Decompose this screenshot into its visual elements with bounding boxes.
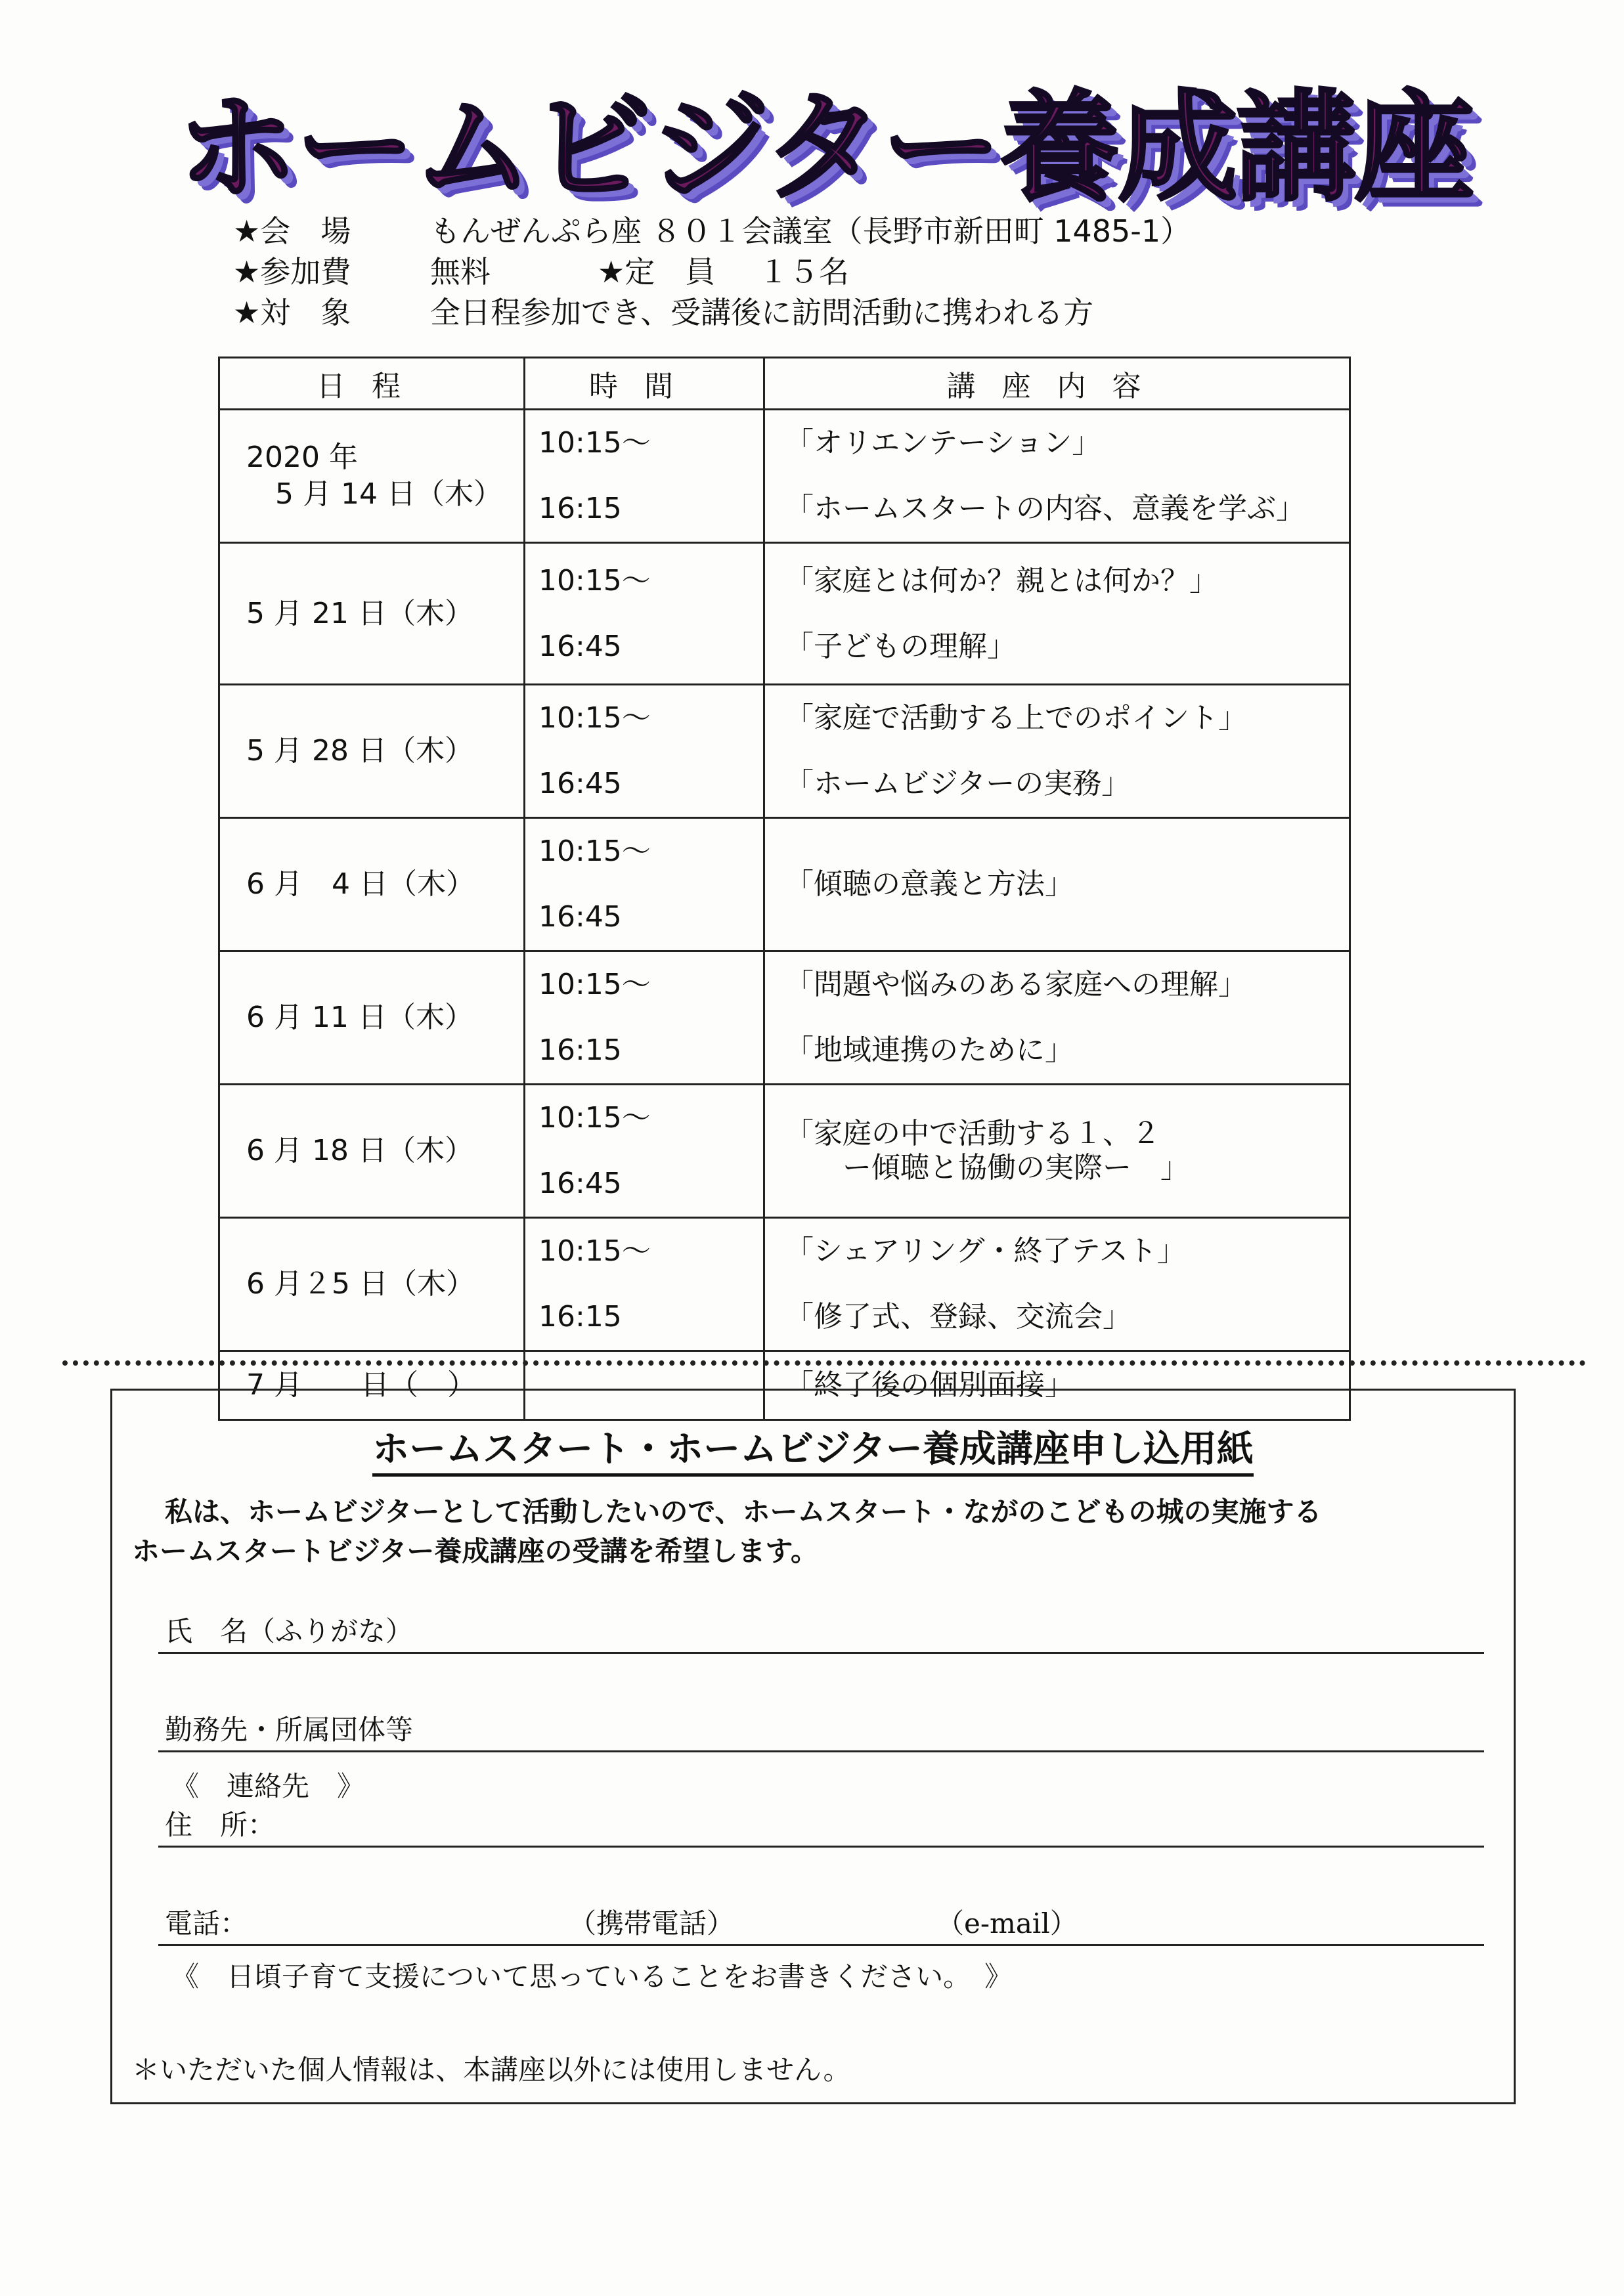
schedule-content [764,410,1350,543]
time-start: 10:15〜 [538,968,651,1001]
target-value: 全日程参加でき、受講後に訪問活動に携われる方 [430,295,1094,330]
time-start: 10:15〜 [538,834,651,868]
schedule-date: 7 月 日（ ） [219,1351,525,1420]
content-item: 「地域連携のために」 [785,1033,1074,1067]
form-title: ホームスタート・ホームビジター養成講座申し込用紙 [112,1420,1514,1473]
contact-label: 《 連絡先 》 [171,1770,365,1802]
content-item: 「ホームスタートの内容、意義を学ぶ」 [785,492,1305,525]
schedule-content [764,818,1350,951]
capacity-label: ★定 員 [598,254,716,290]
header-content: 講座内容 [764,358,1350,410]
time-start: 10:15〜 [538,1101,651,1135]
cut-line [62,1360,1586,1366]
content-item: 「子どもの理解」 [785,629,1016,663]
fee-label: ★参加費 [233,254,351,290]
schedule-time [525,1085,764,1218]
time-end: 16:15 [538,1300,622,1333]
schedule-content [764,1085,1350,1218]
time-end: 16:15 [538,1033,622,1067]
time-start: 10:15〜 [538,1234,651,1268]
header-date: 日程 [219,358,525,410]
content-item: 「家庭とは何か？親とは何か？」 [785,563,1218,597]
schedule-table [218,357,1351,1421]
schedule-content [764,1218,1350,1351]
schedule-time [525,685,764,818]
schedule-row [219,1085,1350,1218]
schedule-time [525,410,764,543]
schedule-header-row [219,358,1350,410]
schedule-row [219,685,1350,818]
name-field[interactable] [158,1614,1484,1654]
time-end: 16:45 [538,900,622,934]
phone-field[interactable] [158,1906,1484,1946]
content-item: 「終了後の個別面接」 [785,1368,1074,1402]
fee-value: 無料 [430,254,491,290]
schedule-date: 6 月２5 日（木） [219,1218,525,1351]
page-title: ホームビジター養成講座 [177,78,1473,217]
schedule-time [525,951,764,1085]
schedule-date: 6 月 4 日（木） [219,818,525,951]
schedule-content [764,543,1350,685]
content-item: 「問題や悩みのある家庭への理解」 [785,968,1247,1001]
privacy-note: ＊いただいた個人情報は、本講座以外には使用しません。 [132,2054,851,2086]
time-end: 16:45 [538,1167,622,1200]
schedule-time [525,818,764,951]
schedule-date: 5 月 21 日（木） [219,543,525,685]
schedule-date: 5 月 28 日（木） [219,685,525,818]
content-item: 「傾聴の意義と方法」 [785,867,1074,901]
schedule-row [219,1218,1350,1351]
content-item: 「修了式、登録、交流会」 [785,1300,1131,1333]
time-end: 16:45 [538,629,622,663]
content-item: 「家庭の中で活動する１、２ ー傾聴と協働の実際ー 」 [785,1117,1189,1184]
thoughts-label: 《 日頃子育て支援について思っていることをお書きください。 》 [171,1960,1013,1993]
schedule-date: 2020 年 5 月 14 日（木） [219,410,525,543]
content-item: 「家庭で活動する上でのポイント」 [785,701,1247,735]
target-label: ★対 象 [233,295,351,330]
name-label: 氏 名（ふりがな） [165,1615,414,1647]
content-item: 「シェアリング・終了テスト」 [785,1234,1186,1268]
schedule-time [525,1218,764,1351]
schedule-date: 6 月 11 日（木） [219,951,525,1085]
capacity-value: １５名 [758,254,849,290]
schedule-row [219,818,1350,951]
time-start: 10:15〜 [538,563,651,597]
schedule-row [219,543,1350,685]
time-end: 16:15 [538,492,622,525]
work-field[interactable] [158,1712,1484,1752]
schedule-date: 6 月 18 日（木） [219,1085,525,1218]
form-body-line2: ホームスタートビジター養成講座の受講を希望します。 [132,1535,818,1567]
schedule-content [764,685,1350,818]
application-form [110,1389,1516,2104]
schedule-row [219,951,1350,1085]
time-start: 10:15〜 [538,426,651,460]
address-label: 住 所： [165,1809,276,1841]
work-label: 勤務先・所属団体等 [165,1714,414,1746]
email-label: （e-mail） [936,1907,1078,1939]
schedule-row [219,410,1350,543]
content-item: 「ホームビジターの実務」 [785,767,1131,800]
phone-label: 電話： [165,1907,248,1939]
schedule-content [764,951,1350,1085]
venue-label: ★会 場 [233,213,351,249]
venue-value: もんぜんぷら座 ８０１会議室（長野市新田町 1485-1） [430,213,1191,249]
header-time: 時間 [525,358,764,410]
time-end: 16:45 [538,767,622,800]
mobile-label: （携帯電話） [569,1907,735,1939]
time-start: 10:15〜 [538,701,651,735]
address-field[interactable] [158,1808,1484,1848]
schedule-time [525,543,764,685]
content-item: 「オリエンテーション」 [785,426,1101,460]
form-body-line1: 私は、ホームビジターとして活動したいので、ホームスタート・ながのこどもの城の実施する [165,1496,1322,1528]
